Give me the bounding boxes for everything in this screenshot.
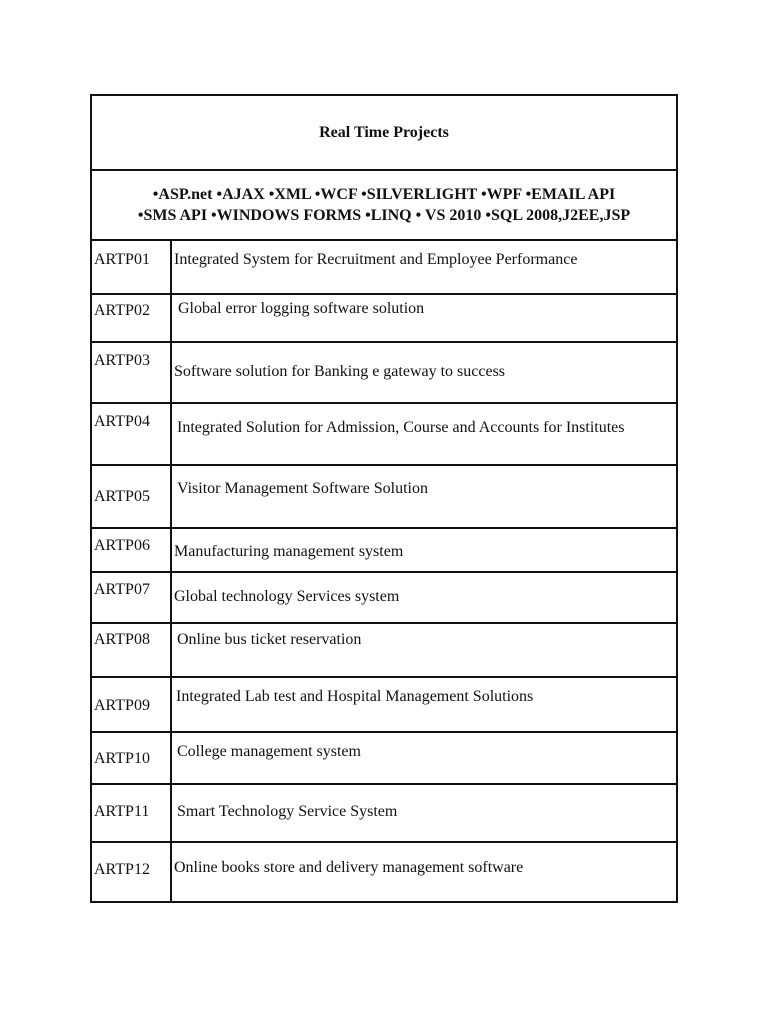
project-code-cell <box>91 240 171 294</box>
table-row <box>91 842 677 902</box>
project-code-cell <box>91 732 171 784</box>
technologies-line: •ASP.net •AJAX •XML •WCF •SILVERLIGHT •WPF •EMAIL API <box>152 186 616 203</box>
table-row <box>91 572 677 623</box>
project-name-cell <box>171 403 677 465</box>
project-code: ARTP12 <box>94 861 150 878</box>
project-code-cell <box>91 403 171 465</box>
project-name: Integrated System for Recruitment and Employee Performance <box>174 251 578 268</box>
title-row <box>91 95 677 170</box>
table-row <box>91 784 677 842</box>
project-code-cell <box>91 623 171 677</box>
table-row <box>91 240 677 294</box>
table-row <box>91 732 677 784</box>
project-name: Visitor Management Software Solution <box>177 480 428 497</box>
project-code-cell <box>91 842 171 902</box>
project-name: Online bus ticket reservation <box>177 631 362 648</box>
project-name: Integrated Solution for Admission, Course and Accounts for Institutes <box>177 419 625 436</box>
project-name: Online books store and delivery management software <box>174 859 524 876</box>
table-row <box>91 623 677 677</box>
project-name-cell <box>171 572 677 623</box>
project-code-cell <box>91 342 171 403</box>
project-code-cell <box>91 572 171 623</box>
project-code: ARTP10 <box>94 750 150 767</box>
project-code: ARTP04 <box>94 413 150 430</box>
project-code-cell <box>91 677 171 732</box>
project-name: Manufacturing management system <box>174 543 404 560</box>
project-name-cell <box>171 732 677 784</box>
technologies-cell <box>91 170 677 240</box>
project-code: ARTP08 <box>94 631 150 648</box>
table-row <box>91 677 677 732</box>
project-code: ARTP07 <box>94 581 150 598</box>
project-code: ARTP11 <box>94 803 150 820</box>
project-name: Global error logging software solution <box>178 300 425 317</box>
project-code: ARTP06 <box>94 537 150 554</box>
table-row <box>91 294 677 342</box>
project-name-cell <box>171 294 677 342</box>
table-row <box>91 342 677 403</box>
project-name: Integrated Lab test and Hospital Management Solutions <box>176 688 534 705</box>
project-code-cell <box>91 528 171 572</box>
project-code: ARTP05 <box>94 488 150 505</box>
project-name-cell <box>171 784 677 842</box>
table-row <box>91 465 677 528</box>
project-code: ARTP01 <box>94 251 150 268</box>
project-name: College management system <box>177 743 361 760</box>
project-name-cell <box>171 623 677 677</box>
project-name: Smart Technology Service System <box>177 803 398 820</box>
project-name-cell <box>171 677 677 732</box>
technologies-row <box>91 170 677 240</box>
project-code: ARTP02 <box>94 302 150 319</box>
project-code-cell <box>91 294 171 342</box>
document-title: Real Time Projects <box>91 95 677 170</box>
project-name-cell <box>171 842 677 902</box>
projects-table <box>90 94 678 903</box>
project-name: Global technology Services system <box>174 588 400 605</box>
project-name-cell <box>171 342 677 403</box>
project-code: ARTP03 <box>94 352 150 369</box>
table-row <box>91 403 677 465</box>
project-name: Software solution for Banking e gateway to success <box>174 363 506 380</box>
project-code: ARTP09 <box>94 697 150 714</box>
table-row <box>91 528 677 572</box>
project-name-cell <box>171 528 677 572</box>
project-name-cell <box>171 240 677 294</box>
project-code-cell <box>91 784 171 842</box>
project-code-cell <box>91 465 171 528</box>
technologies-line: •SMS API •WINDOWS FORMS •LINQ • VS 2010 •SQL 2008,J2EE,JSP <box>137 207 631 224</box>
project-name-cell <box>171 465 677 528</box>
